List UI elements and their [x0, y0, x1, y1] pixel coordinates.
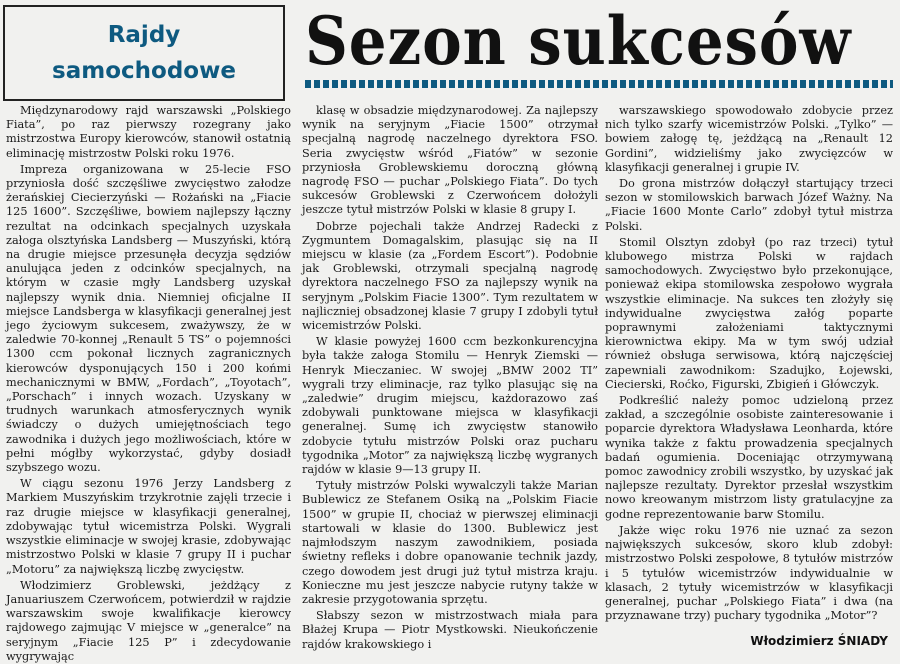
rubric-line-1: Rajdy	[107, 22, 181, 48]
text-column-3	[605, 104, 893, 624]
paragraph: Słabszy sezon w mistrzostwach miała para Błażej Krupa — Piotr Mystkowski. Nieukończenie rajdów krakowskiego i	[302, 609, 598, 651]
paragraph: Włodzimierz Groblewski, jeżdżący z Januariuszem Czerwońcem, potwierdził w rajdzie warszawskim swoje kwalifikacje kierowcy rajdowego zajmując V miejsce w „generalce” na seryjnym „Fiacie 125 P” i zdecydowanie wygrywając	[6, 578, 291, 663]
paragraph: Międzynarodowy rajd warszawski „Polskiego Fiata”, po raz pierwszy rozegrany jako mistrzostwa Europy kierowców, stanowił ostatnią eliminację mistrzostw Polski roku 1976.	[6, 104, 291, 160]
paragraph: warszawskiego spowodowało zdobycie przez nich tylko szarfy wicemistrzów Polski. „Tylko” — bowiem załogę tę, jeżdżącą na „Renault 12 Gordini”, widzieliśmy jako zwycięzców w klasyfikacji generalnej i grupie IV.	[605, 104, 893, 174]
paragraph: Do grona mistrzów dołączył startujący trzeci sezon w stomilowskich barwach Józef Ważny. Na „Fiacie 1600 Monte Carlo” zdobył tytuł mistrza Polski.	[605, 177, 893, 233]
section-rubric-box	[3, 5, 285, 101]
rubric-line-2: samochodowe	[52, 58, 236, 84]
paragraph: Tytuły mistrzów Polski wywalczyli także Marian Bublewicz ze Stefanem Osiką na „Polskim Fiacie 1500” w grupie II, chociaż w pierwszej eliminacji startowali w klasie do 1300. Bublewicz jest najmłodszym naszym zawodnikiem, posiada świetny refleks i dobre opanowanie technik jazdy, czego dowodem jest drugi już tytuł mistrza kraju. Konieczne mu jest jeszcze nabycie rutyny także w zakresie przygotowania sprzętu.	[302, 479, 598, 606]
paragraph: W ciągu sezonu 1976 Jerzy Landsberg z Markiem Muszyńskim trzykrotnie zajęli trzecie i raz drugie miejsce w klasyfikacji generalnej, zdobywając tytuł wicemistrza Polski. Wygrali wszystkie eliminacje w swojej krasie, zdobywając mistrzostwo Polski w klasie 7 grupy II i puchar „Motoru” za największą liczbę zwycięstw.	[6, 477, 291, 576]
paragraph: W klasie powyżej 1600 ccm bezkonkurencyjna była także załoga Stomilu — Henryk Ziemski — Henryk Mieczaniec. W swojej „BMW 2002 TI” wygrali trzy eliminacje, raz tylko plasując się na „zaledwie” drugim miejscu, każdorazowo zaś zdobywali punktowane miejsca w klasyfikacji generalnej. Sumę ich zwycięstw stanowiło zdobycie tytułu mistrzów Polski oraz pucharu tygodnika „Motor” za największą liczbę wygranych rajdów w klasie 9—13 grupy II.	[302, 335, 598, 477]
text-column-2	[302, 104, 598, 654]
paragraph: Podkreślić należy pomoc udzieloną przez zakład, a szczególnie osobiste zainteresowanie i poparcie dyrektora Władysława Leonharda, które wynika także z faktu prowadzenia specjalnych badań ogumienia. Doceniając otrzymywaną pomoc zawodnicy zrobili wszystko, by uzyskać jak najlepsze rezultaty. Dyrektor przesłał wszystkim nowo kreowanym mistrzom listy gratulacyjne za godne reprezentowanie barw Stomilu.	[605, 394, 893, 521]
headline-decorative-rule	[305, 80, 893, 88]
author-signature: Włodzimierz ŚNIADY	[750, 634, 888, 648]
paragraph: Impreza organizowana w 25-lecie FSO przyniosła dość szczęśliwe zwycięstwo załodze żerańskiej Ciecierzyński — Rożański na „Fiacie 125 1600”. Szczęśliwe, bowiem najlepszy łączny rezultat na odcinkach specjalnych uzyskała załoga olsztyńska Landsberg — Muszyński, którą na drugie miejsce przesunęła decyzja sędziów anulująca jeden z odcinków specjalnych, na którym w czasie mgły Landsberg uzyskał najlepszy wynik dnia. Niemniej oficjalne II miejsce Landsberga w klasyfikacji generalnej jest jego życiowym sukcesem, zważywszy, że w zaledwie 70-konnej „Renault 5 TS” o pojemności 1300 ccm pokonał licznych zagranicznych kierowców dysponujących 150 i 200 końmi mechanicznymi w BMW, „Fordach”, „Toyotach”, „Porschach” i innych wozach. Uzyskany w trudnych warunkach atmosferycznych wynik świadczy o dużych umiejętnościach tego zawodnika i dużych jego możliwościach, które w pełni mógłby wykorzystać, gdyby dosiadł szybszego wozu.	[6, 162, 291, 475]
paragraph: Dobrze pojechali także Andrzej Radecki z Zygmuntem Domagalskim, plasując się na II miejscu w klasie (za „Fordem Escort”). Podobnie jak Groblewski, otrzymali specjalną nagrodę dyrektora naczelnego FSO za najlepszy wynik na seryjnym „Polskim Fiacie 1300”. Tym rezultatem w najliczniej obsadzonej klasie 7 grupy I zdobyli tytuł wicemistrzów Polski.	[302, 219, 598, 333]
article-headline: Sezon sukcesów	[305, 2, 852, 80]
paragraph: Stomil Olsztyn zdobył (po raz trzeci) tytuł klubowego mistrza Polski w rajdach samochodowych. Zwycięstwo było przekonujące, ponieważ ekipa stomilowska zespołowo wygrała wszystkie eliminacje. Na sukces ten złożyły się indywidualne zwycięstwa załóg poparte poprawnymi założeniami taktycznymi kierownictwa ekipy. Ma w tym swój udział również obsługa serwisowa, którą najczęściej zapewniali zawodnikom: Szadujko, Łojewski, Ciecierski, Roćko, Figurski, Zbigień i Główczyk.	[605, 235, 893, 391]
text-column-1	[6, 104, 291, 663]
paragraph: Jakże więc roku 1976 nie uznać za sezon największych sukcesów, skoro klub zdobył: mistrzostwo Polski zespołowe, 8 tytułów mistrzów i 5 tytułów wicemistrzów indywidualnie w klasach, 2 tytuły wicemistrzów w klasyfikacji generalnej, puchar „Polskiego Fiata” i dwa (na przyznawane trzy) puchary tygodnika „Motor”?	[605, 523, 893, 623]
paragraph: klasę w obsadzie międzynarodowej. Za najlepszy wynik na seryjnym „Fiacie 1500” otrzymał specjalną nagrodę naczelnego dyrektora FSO. Seria zwycięstw wśród „Fiatów” w sezonie przyniosła Groblewskiemu doroczną główną nagrodę FSO — puchar „Polskiego Fiata”. Do tych sukcesów Groblewski z Czerwońcem dołożyli jeszcze tytuł mistrzów Polski w klasie 8 grupy I.	[302, 104, 598, 217]
